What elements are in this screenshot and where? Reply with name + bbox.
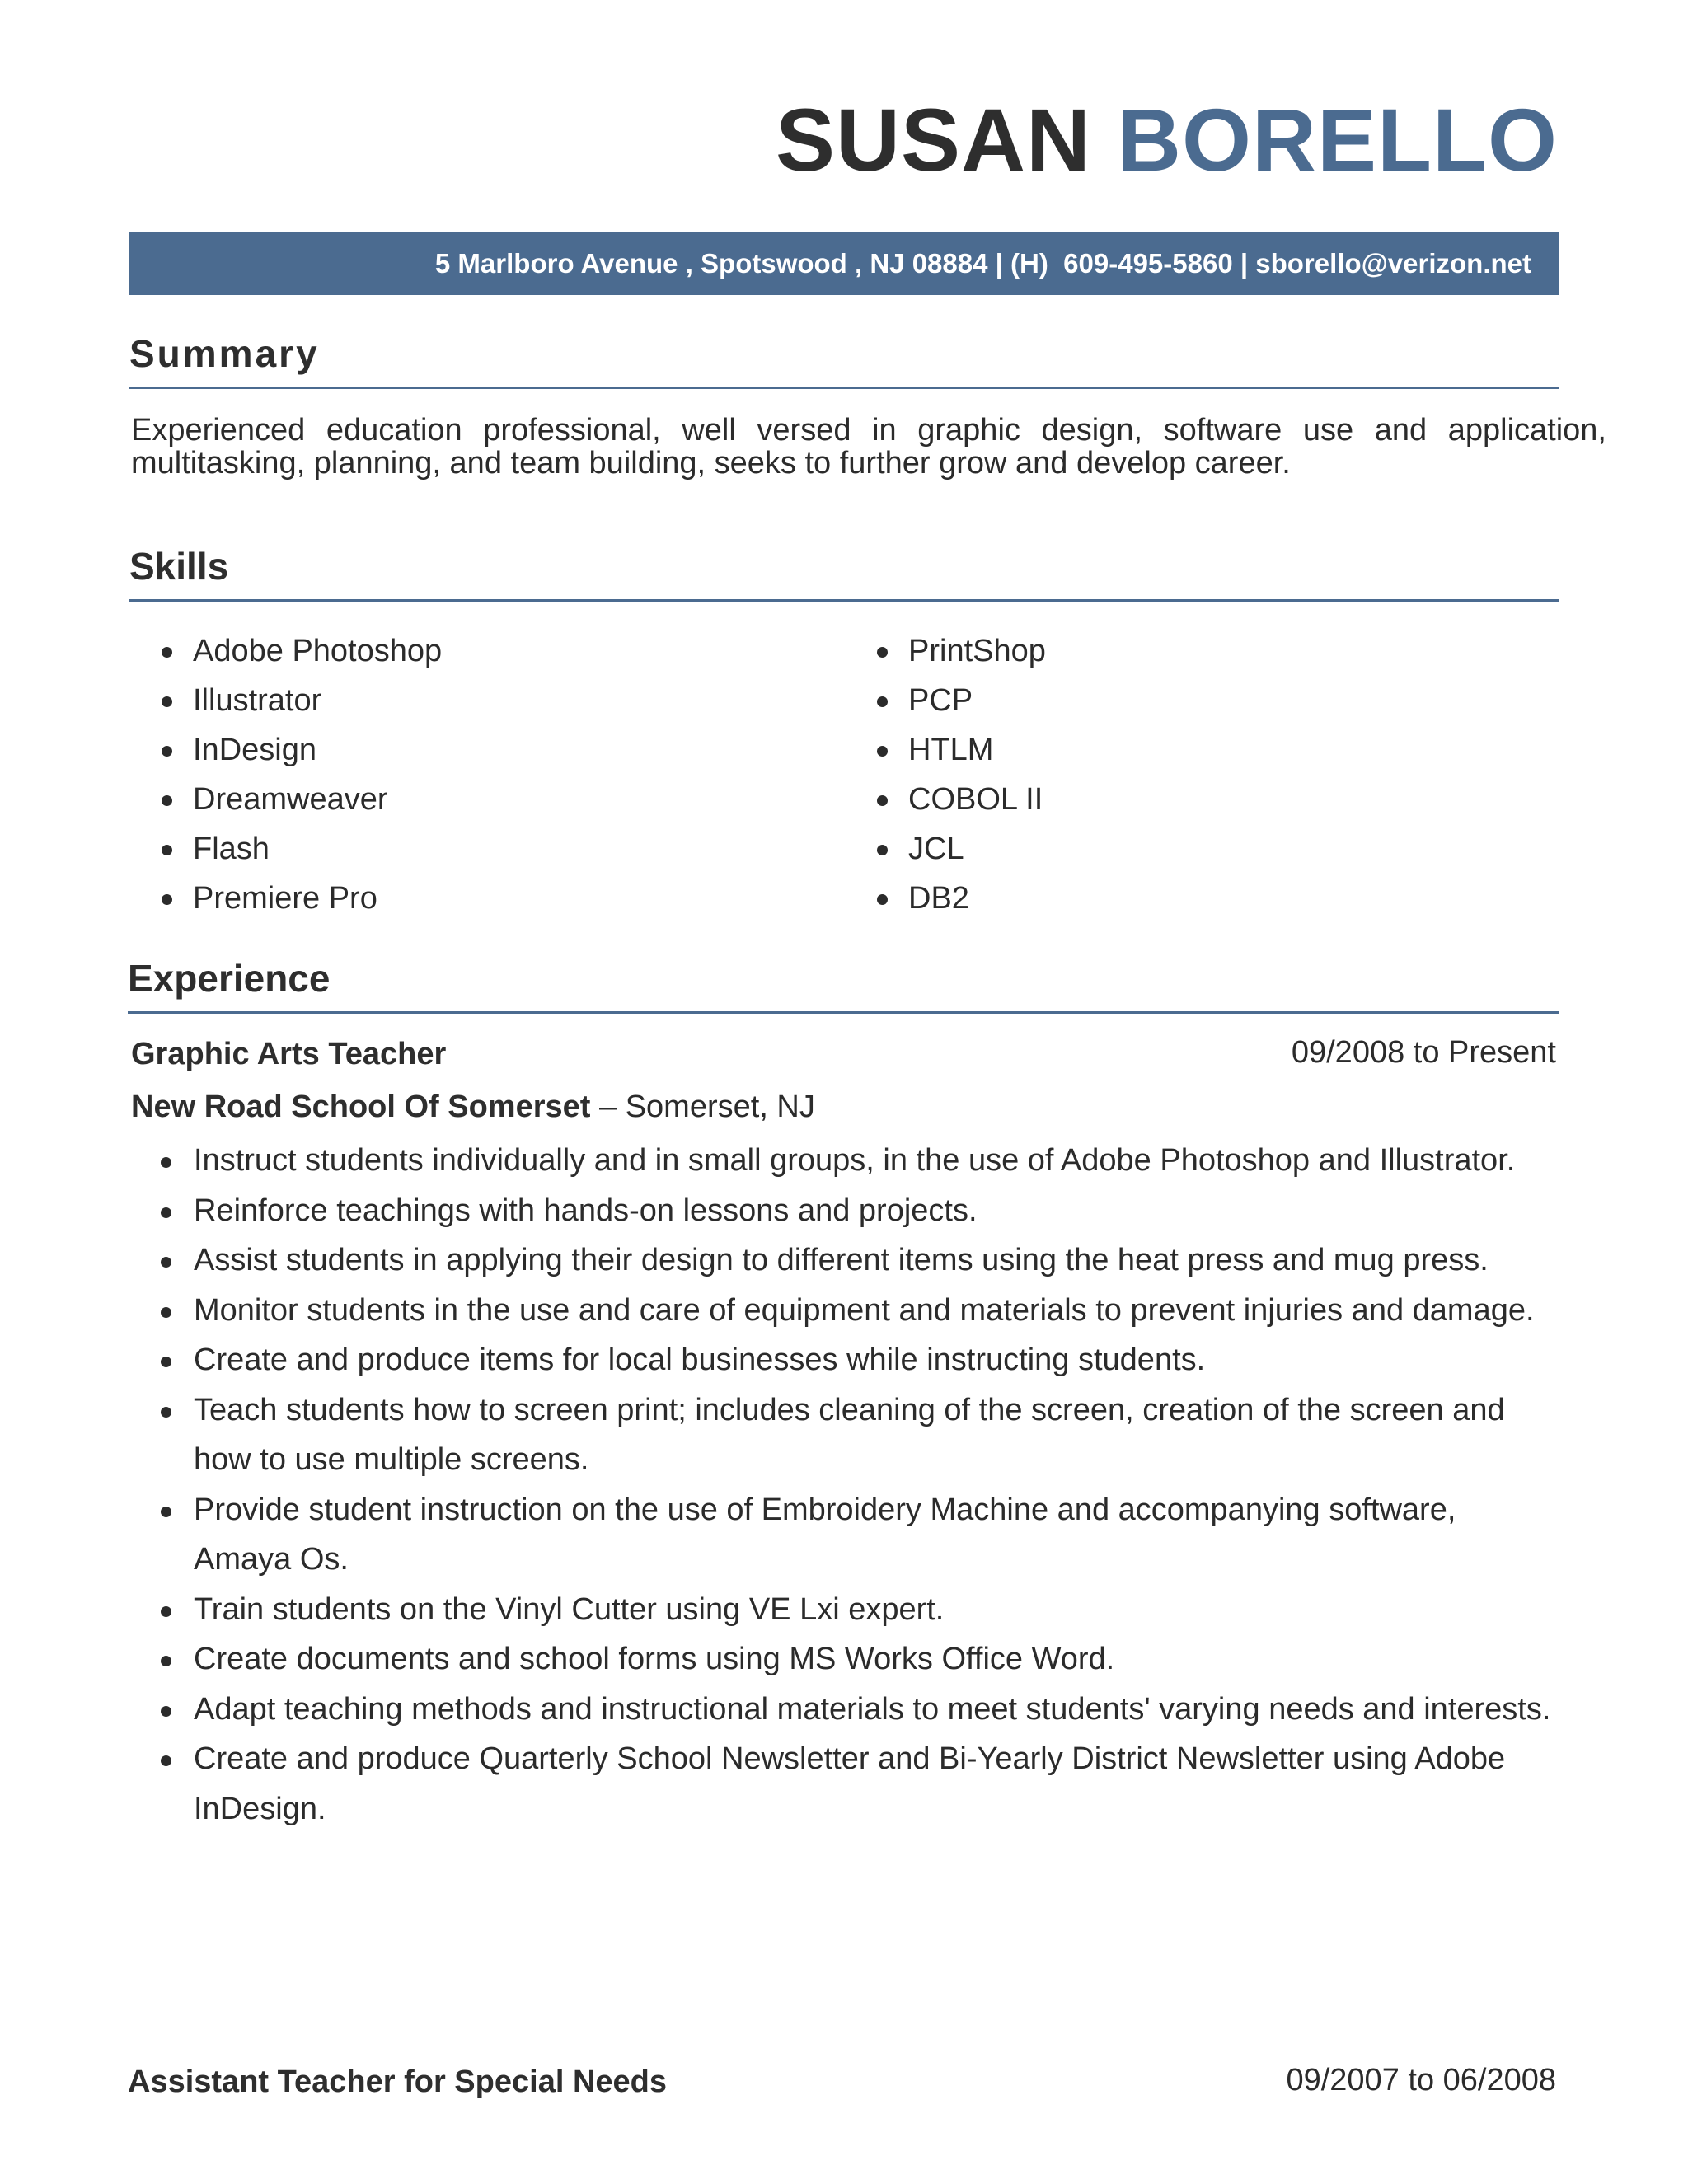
bullet-icon bbox=[877, 746, 888, 757]
duty-item: Instruct students individually and in small groups, in the use of Adobe Photoshop and Illustrator. bbox=[161, 1136, 1554, 1186]
duty-item: Create and produce Quarterly School Newsletter and Bi-Yearly District Newsletter using Adobe InDesign. bbox=[161, 1734, 1554, 1834]
duty-item: Train students on the Vinyl Cutter using VE Lxi expert. bbox=[161, 1585, 1554, 1635]
contact-bar bbox=[129, 232, 1559, 295]
job-title: Graphic Arts Teacher bbox=[131, 1037, 447, 1071]
duty-item: Teach students how to screen print; includes cleaning of the screen, creation of the screen and how to use multiple screens. bbox=[161, 1385, 1554, 1485]
bullet-icon bbox=[161, 1307, 171, 1318]
job-duties-list bbox=[161, 1136, 1554, 1834]
summary-heading: Summary bbox=[129, 333, 1559, 389]
duty-item: Reinforce teachings with hands-on lessons and projects. bbox=[161, 1186, 1554, 1236]
bullet-icon bbox=[161, 1407, 171, 1418]
bullet-icon bbox=[162, 894, 172, 905]
bullet-icon bbox=[161, 1157, 171, 1168]
bullet-icon bbox=[161, 1507, 171, 1517]
experience-heading: Experience bbox=[128, 958, 1559, 1014]
bullet-icon bbox=[161, 1706, 171, 1717]
last-name: BORELLO bbox=[1117, 90, 1558, 190]
job-dates: 09/2008 to Present bbox=[1291, 1035, 1556, 1070]
first-name: SUSAN bbox=[775, 90, 1091, 190]
skill-item: Dreamweaver bbox=[162, 775, 442, 824]
bullet-icon bbox=[162, 696, 172, 707]
employer-line bbox=[131, 1090, 815, 1125]
bullet-icon bbox=[877, 647, 888, 658]
bullet-icon bbox=[161, 1656, 171, 1666]
contact-info: 5 Marlboro Avenue , Spotswood , NJ 08884 | (H) 609-495-5860 | sborello@verizon.net bbox=[434, 247, 1531, 279]
skills-heading: Skills bbox=[129, 546, 1559, 602]
bullet-icon bbox=[162, 647, 172, 658]
job-title: Assistant Teacher for Special Needs bbox=[128, 2064, 667, 2099]
skills-list-right bbox=[877, 626, 1046, 923]
skill-item: Adobe Photoshop bbox=[162, 626, 442, 676]
bullet-icon bbox=[161, 1357, 171, 1367]
bullet-icon bbox=[162, 845, 172, 855]
skill-item: PrintShop bbox=[877, 626, 1046, 676]
bullet-icon bbox=[877, 795, 888, 806]
duty-item: Adapt teaching methods and instructional materials to meet students' varying needs and interests. bbox=[161, 1685, 1554, 1735]
bullet-icon bbox=[161, 1207, 171, 1218]
employer-location: – Somerset, NJ bbox=[590, 1090, 815, 1124]
skill-item: InDesign bbox=[162, 725, 442, 775]
candidate-name bbox=[775, 90, 1558, 190]
skill-item: JCL bbox=[877, 824, 1046, 874]
bullet-icon bbox=[162, 795, 172, 806]
skills-list-left bbox=[162, 626, 442, 923]
duty-item: Provide student instruction on the use of Embroidery Machine and accompanying software, Amaya Os. bbox=[161, 1485, 1554, 1585]
skill-item: DB2 bbox=[877, 874, 1046, 923]
employer-name: New Road School Of Somerset bbox=[131, 1090, 591, 1124]
bullet-icon bbox=[161, 1755, 171, 1766]
bullet-icon bbox=[877, 696, 888, 707]
skill-item: Premiere Pro bbox=[162, 874, 442, 923]
bullet-icon bbox=[161, 1257, 171, 1268]
bullet-icon bbox=[162, 746, 172, 757]
skill-item: COBOL II bbox=[877, 775, 1046, 824]
skill-item: Flash bbox=[162, 824, 442, 874]
bullet-icon bbox=[161, 1606, 171, 1617]
duty-item: Assist students in applying their design to different items using the heat press and mug press. bbox=[161, 1235, 1554, 1286]
bullet-icon bbox=[877, 894, 888, 905]
skill-item: Illustrator bbox=[162, 676, 442, 725]
bullet-icon bbox=[877, 845, 888, 855]
duty-item: Monitor students in the use and care of equipment and materials to prevent injuries and damage. bbox=[161, 1286, 1554, 1336]
summary-text: Experienced education professional, well versed in graphic design, software use and application, multitasking, planning, and team building, seeks to further grow and develop career. bbox=[131, 413, 1606, 480]
job-dates: 09/2007 to 06/2008 bbox=[1286, 2063, 1556, 2097]
skill-item: PCP bbox=[877, 676, 1046, 725]
duty-item: Create documents and school forms using MS Works Office Word. bbox=[161, 1634, 1554, 1685]
duty-item: Create and produce items for local businesses while instructing students. bbox=[161, 1335, 1554, 1385]
skill-item: HTLM bbox=[877, 725, 1046, 775]
